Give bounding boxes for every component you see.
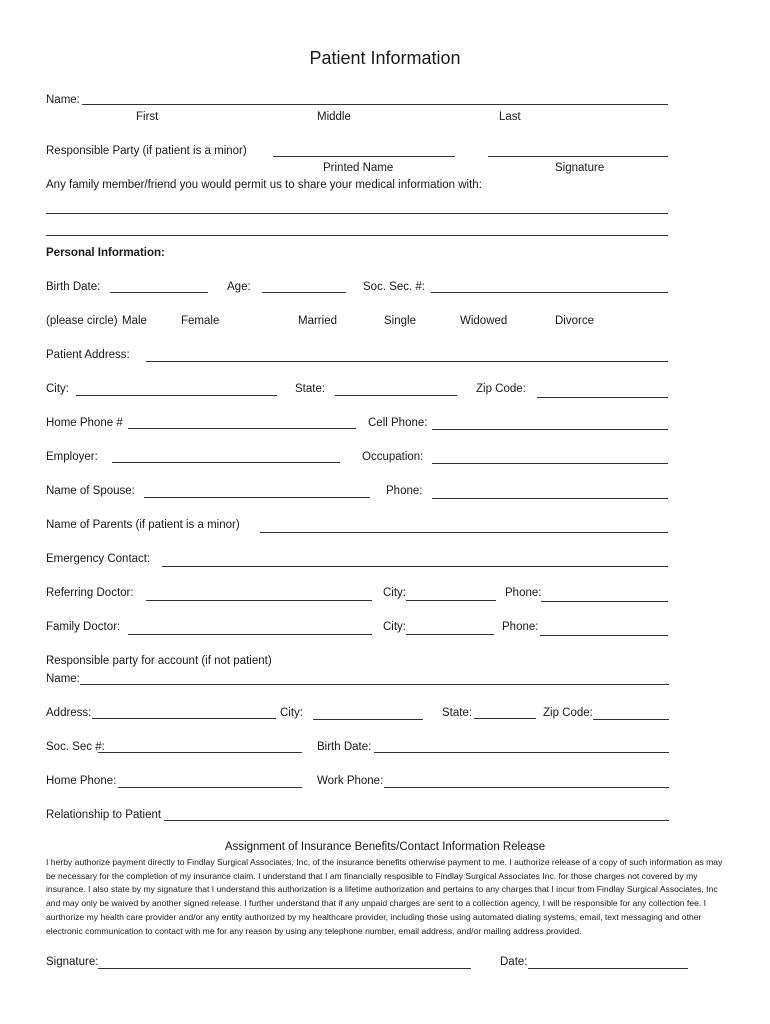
spouse-field[interactable]	[144, 497, 370, 498]
account-work-phone-label: Work Phone:	[317, 775, 384, 787]
referring-doctor-field[interactable]	[146, 600, 372, 601]
assignment-heading: Assignment of Insurance Benefits/Contact Information Release	[224, 841, 546, 853]
birth-date-label: Birth Date:	[46, 281, 101, 293]
account-state-field[interactable]	[474, 718, 536, 719]
responsible-account-name-label: Name:	[46, 673, 80, 685]
referring-city-field[interactable]	[406, 600, 496, 601]
patient-address-label: Patient Address:	[46, 349, 130, 361]
account-zip-field[interactable]	[593, 719, 669, 720]
responsible-account-heading: Responsible party for account (if not patient)	[46, 655, 272, 667]
referring-phone-label: Phone:	[505, 587, 542, 599]
family-doctor-city-field[interactable]	[406, 634, 494, 635]
relationship-label: Relationship to Patient	[46, 809, 162, 821]
account-address-field[interactable]	[92, 718, 276, 719]
family-share-label: Any family member/friend you would permit us to share your medical information with:	[46, 179, 482, 191]
referring-phone-field[interactable]	[541, 601, 668, 602]
option-male[interactable]: Male	[122, 315, 147, 327]
account-ssn-field[interactable]	[98, 752, 302, 753]
responsible-printed-field[interactable]	[273, 156, 455, 157]
responsible-signature-field[interactable]	[488, 156, 668, 157]
option-married[interactable]: Married	[298, 315, 337, 327]
final-signature-label: Signature:	[46, 956, 99, 968]
emergency-contact-field[interactable]	[162, 566, 668, 567]
referring-city-label: City:	[383, 587, 406, 599]
emergency-contact-label: Emergency Contact:	[46, 553, 151, 565]
spouse-phone-field[interactable]	[432, 498, 668, 499]
account-birth-label: Birth Date:	[317, 741, 372, 753]
account-home-phone-field[interactable]	[118, 787, 302, 788]
zip-label: Zip Code:	[476, 383, 526, 395]
family-doctor-phone-label: Phone:	[502, 621, 539, 633]
family-share-line-1[interactable]	[46, 213, 668, 214]
page-title: Patient Information	[309, 48, 461, 68]
option-widowed[interactable]: Widowed	[460, 315, 508, 327]
option-divorce[interactable]: Divorce	[555, 315, 594, 327]
option-single[interactable]: Single	[384, 315, 416, 327]
signature-caption: Signature	[555, 162, 605, 174]
ssn-field[interactable]	[431, 292, 668, 293]
occupation-label: Occupation:	[362, 451, 424, 463]
patient-address-field[interactable]	[146, 361, 668, 362]
final-signature-field[interactable]	[98, 968, 471, 969]
name-field[interactable]	[82, 104, 668, 105]
family-doctor-phone-field[interactable]	[540, 635, 668, 636]
city-label: City:	[46, 383, 69, 395]
spouse-phone-label: Phone:	[386, 485, 423, 497]
responsible-account-name-field[interactable]	[80, 684, 669, 685]
account-ssn-label: Soc. Sec #:	[46, 741, 105, 753]
parents-label: Name of Parents (if patient is a minor)	[46, 519, 240, 531]
age-label: Age:	[227, 281, 251, 293]
parents-field[interactable]	[260, 532, 668, 533]
employer-label: Employer:	[46, 451, 98, 463]
account-address-label: Address:	[46, 707, 92, 719]
family-doctor-field[interactable]	[128, 634, 372, 635]
spouse-label: Name of Spouse:	[46, 485, 135, 497]
final-date-field[interactable]	[528, 968, 688, 969]
account-work-phone-field[interactable]	[384, 787, 669, 788]
account-birth-field[interactable]	[374, 752, 669, 753]
cell-phone-field[interactable]	[432, 429, 668, 430]
referring-doctor-label: Referring Doctor:	[46, 587, 134, 599]
birth-date-field[interactable]	[110, 292, 208, 293]
age-field[interactable]	[262, 292, 346, 293]
state-label: State:	[295, 383, 326, 395]
state-field[interactable]	[335, 395, 457, 396]
account-state-label: State:	[442, 707, 473, 719]
cell-phone-label: Cell Phone:	[368, 417, 428, 429]
zip-field[interactable]	[537, 397, 668, 398]
last-name-caption: Last	[499, 111, 521, 123]
assignment-body: I herby authorize payment directly to Findlay Surgical Associates, Inc, of the insurance benefits otherwise payment to me. I authorize release of a copy of such information as may be necessary for the completion of my insurance claim. I understand that I am financially resposible to Findlay Surgical Associates Inc. for those charges not covered by my insurance. I also state by my signature that I understand this authorization is a lifetime authorization and pertains to any charges that I incur from Findlay Surgical Associates, Inc and may only be waived by another signed release. I further understand that if any unpaid charges are sent to a collection agency, I will be responsible for any collection fee. I aurthorize my health care provider and/or any entity authorized by my healthcare provider, including those using automated dialing systems, email, text messaging and other electronic communication to contact with me for any reason by using any telephone number, email address, and/or mailing address provided.	[46, 857, 723, 936]
account-city-field[interactable]	[313, 719, 423, 720]
family-share-line-2[interactable]	[46, 235, 668, 236]
family-doctor-city-label: City:	[383, 621, 406, 633]
personal-info-heading: Personal Information:	[46, 247, 165, 259]
option-female[interactable]: Female	[181, 315, 220, 327]
city-field[interactable]	[76, 395, 277, 396]
occupation-field[interactable]	[432, 463, 668, 464]
name-label: Name:	[46, 94, 80, 106]
ssn-label: Soc. Sec. #:	[363, 281, 426, 293]
responsible-party-label: Responsible Party (if patient is a minor)	[46, 145, 247, 157]
printed-name-caption: Printed Name	[323, 162, 394, 174]
account-city-label: City:	[280, 707, 303, 719]
home-phone-label: Home Phone #	[46, 417, 123, 429]
relationship-field[interactable]	[164, 820, 669, 821]
home-phone-field[interactable]	[128, 428, 356, 429]
employer-field[interactable]	[112, 462, 340, 463]
family-doctor-label: Family Doctor:	[46, 621, 121, 633]
first-name-caption: First	[136, 111, 159, 123]
please-circle-label: (please circle)	[46, 315, 118, 327]
final-date-label: Date:	[500, 956, 528, 968]
account-home-phone-label: Home Phone:	[46, 775, 117, 787]
account-zip-label: Zip Code:	[543, 707, 593, 719]
middle-name-caption: Middle	[317, 111, 351, 123]
